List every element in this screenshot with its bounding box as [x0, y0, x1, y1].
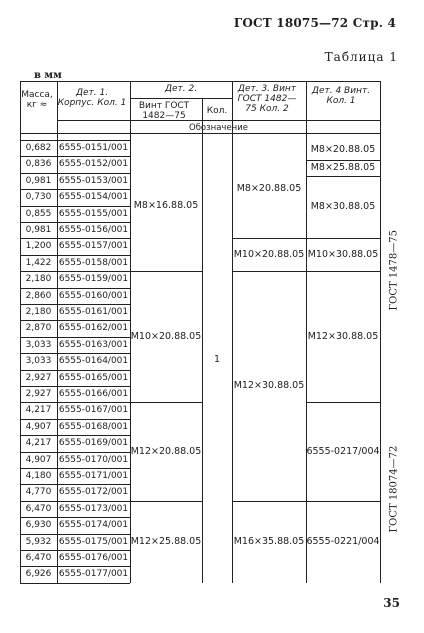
row-rule-15 [20, 386, 130, 387]
row-rule-4 [20, 206, 130, 207]
det1-cell: 6555-0166/001 [58, 389, 129, 399]
header-mass: Масса, кг ≈ [21, 90, 53, 110]
table-top-rule [20, 81, 380, 82]
det1-cell: 6555-0167/001 [58, 405, 129, 416]
det3-group-rule-2 [232, 271, 306, 272]
header-bottom-rule [20, 133, 380, 134]
mass-cell: 3,033 [25, 356, 52, 367]
mass-cell: 0,682 [25, 143, 52, 153]
header-det2-vint: Винт ГОСТ 1482—75 [138, 101, 190, 121]
det1-cell: 6555-0160/001 [58, 290, 129, 301]
mass-cell: 6,930 [25, 520, 52, 531]
header-designation: Обозначение [189, 123, 248, 133]
table-title: Таблица 1 [324, 50, 398, 64]
mass-cell: 6,470 [25, 503, 52, 514]
mass-cell: 0,730 [25, 192, 52, 203]
mass-cell: 6,926 [25, 569, 52, 580]
row-rule-19 [20, 452, 130, 453]
row-rule-22 [20, 501, 130, 502]
table-bottom-rule [20, 583, 130, 584]
det2-group-rule-3 [130, 501, 202, 502]
det4-group-cell: M12×30.88.05 [307, 330, 379, 342]
det1-cell: 6555-0153/001 [58, 175, 129, 186]
det1-cell: 6555-0174/001 [58, 520, 129, 531]
det4-group-rule-4 [306, 271, 380, 272]
header-det2-title: Дет. 2. [164, 84, 198, 94]
col-rule-3 [202, 98, 203, 583]
det1-cell: 6555-0161/001 [58, 307, 129, 317]
det4-group-cell: 6555-0221/004 [306, 535, 380, 547]
det4-group-cell: 6555-0217/004 [306, 445, 380, 457]
det1-cell: 6555-0154/001 [58, 192, 129, 203]
det2-group-rule-1 [130, 271, 202, 272]
det1-cell: 6555-0172/001 [58, 487, 129, 498]
det1-cell: 6555-0159/001 [58, 274, 129, 285]
row-rule-0 [20, 140, 130, 141]
mass-cell: 2,927 [25, 389, 52, 399]
side-standard-label: ГОСТ 18074—72 [388, 445, 400, 533]
det1-cell: 6555-0164/001 [58, 356, 129, 367]
row-rule-11 [20, 320, 130, 321]
mass-cell: 2,870 [25, 323, 52, 334]
row-rule-1 [20, 156, 130, 157]
row-rule-25 [20, 550, 130, 551]
row-rule-5 [20, 222, 130, 223]
det2-group-cell: M12×20.88.05 [130, 445, 202, 457]
det1-cell: 6555-0157/001 [58, 241, 129, 252]
header-det4: Дет. 4 Винт. Кол. 1 [311, 86, 371, 106]
row-rule-26 [20, 566, 130, 567]
det4-group-cell: M8×20.88.05 [310, 143, 376, 155]
det4-group-rule-5 [306, 402, 380, 403]
mass-cell: 2,180 [25, 307, 52, 317]
det4-group-cell: M8×30.88.05 [310, 201, 376, 213]
det4-group-rule-1 [306, 160, 380, 161]
det1-cell: 6555-0155/001 [58, 208, 129, 219]
mass-cell: 1,422 [25, 257, 52, 268]
det1-cell: 6555-0158/001 [58, 257, 129, 268]
header-det3: Дет. 3. Винт ГОСТ 1482—75 Кол. 2 [237, 84, 297, 114]
det3-group-rule-3 [232, 501, 306, 502]
det1-cell: 6555-0162/001 [58, 323, 129, 334]
det3-group-cell: M16×35.88.05 [233, 535, 305, 547]
mass-cell: 4,217 [25, 438, 52, 449]
mass-cell: 4,217 [25, 405, 52, 416]
mass-cell: 6,470 [25, 553, 52, 563]
row-rule-14 [20, 370, 130, 371]
row-rule-9 [20, 288, 130, 289]
row-rule-13 [20, 353, 130, 354]
det4-group-cell: M8×25.88.05 [310, 161, 376, 173]
det1-cell: 6555-0165/001 [58, 372, 129, 383]
det2-kol-cell: 1 [213, 354, 221, 366]
det1-cell: 6555-0151/001 [58, 143, 129, 153]
side-standard-label: ГОСТ 1478—75 [388, 230, 400, 311]
mass-cell: 1,200 [25, 241, 52, 252]
mass-cell: 0,981 [25, 175, 52, 186]
header-det2-kol: Кол. [206, 106, 228, 116]
det2-group-cell: M8×16.88.05 [133, 199, 199, 211]
det1-cell: 6555-0176/001 [58, 553, 129, 563]
mass-cell: 4,907 [25, 454, 52, 465]
det1-cell: 6555-0169/001 [58, 438, 129, 449]
det3-group-cell: M8×20.88.05 [236, 183, 302, 195]
det1-cell: 6555-0173/001 [58, 503, 129, 514]
row-rule-7 [20, 255, 130, 256]
det2-subheader-rule [130, 98, 232, 99]
row-rule-16 [20, 402, 130, 403]
det1-cell: 6555-0152/001 [58, 159, 129, 170]
designation-rule [57, 120, 380, 121]
det1-cell: 6555-0177/001 [58, 569, 129, 580]
row-rule-8 [20, 271, 130, 272]
mass-cell: 2,860 [25, 290, 52, 301]
row-rule-24 [20, 534, 130, 535]
row-rule-20 [20, 468, 130, 469]
mass-cell: 0,836 [25, 159, 52, 170]
det1-cell: 6555-0156/001 [58, 225, 129, 235]
det1-cell: 6555-0168/001 [58, 421, 129, 432]
det1-cell: 6555-0171/001 [58, 471, 129, 481]
mass-cell: 2,927 [25, 372, 52, 383]
row-rule-18 [20, 435, 130, 436]
det1-cell: 6555-0163/001 [58, 339, 129, 350]
row-rule-2 [20, 173, 130, 174]
det4-group-rule-3 [306, 238, 380, 239]
row-rule-23 [20, 517, 130, 518]
page-number: 35 [383, 596, 400, 610]
mass-cell: 4,180 [25, 471, 52, 481]
det4-group-rule-2 [306, 176, 380, 177]
row-rule-17 [20, 419, 130, 420]
det1-cell: 6555-0175/001 [58, 536, 129, 547]
mass-cell: 0,981 [25, 225, 52, 235]
mass-cell: 3,033 [25, 339, 52, 350]
det2-group-rule-2 [130, 402, 202, 403]
det4-group-cell: M10×30.88.05 [307, 248, 379, 260]
det3-group-cell: M12×30.88.05 [233, 380, 305, 391]
row-rule-3 [20, 189, 130, 190]
row-rule-6 [20, 238, 130, 239]
unit-label: в мм [34, 70, 62, 81]
det2-group-cell: M10×20.88.05 [130, 330, 202, 342]
standard-number: ГОСТ 18075—72 Стр. 4 [233, 16, 396, 30]
mass-cell: 2,180 [25, 274, 52, 285]
det4-group-rule-6 [306, 501, 380, 502]
row-rule-10 [20, 304, 130, 305]
mass-cell: 0,855 [25, 208, 52, 219]
col-rule-4 [232, 81, 233, 583]
row-rule-21 [20, 484, 130, 485]
mass-cell: 5,932 [25, 536, 52, 547]
det1-cell: 6555-0170/001 [58, 454, 129, 465]
row-rule-12 [20, 337, 130, 338]
mass-cell: 4,907 [25, 421, 52, 432]
page-header [0, 16, 424, 34]
mass-cell: 4,770 [25, 487, 52, 498]
det2-group-cell: M12×25.88.05 [130, 535, 202, 547]
det3-group-rule-1 [232, 238, 306, 239]
col-rule-6 [380, 81, 381, 583]
header-det1: Дет. 1. Корпус. Кол. 1 [57, 88, 127, 108]
det3-group-cell: M10×20.88.05 [233, 248, 305, 260]
